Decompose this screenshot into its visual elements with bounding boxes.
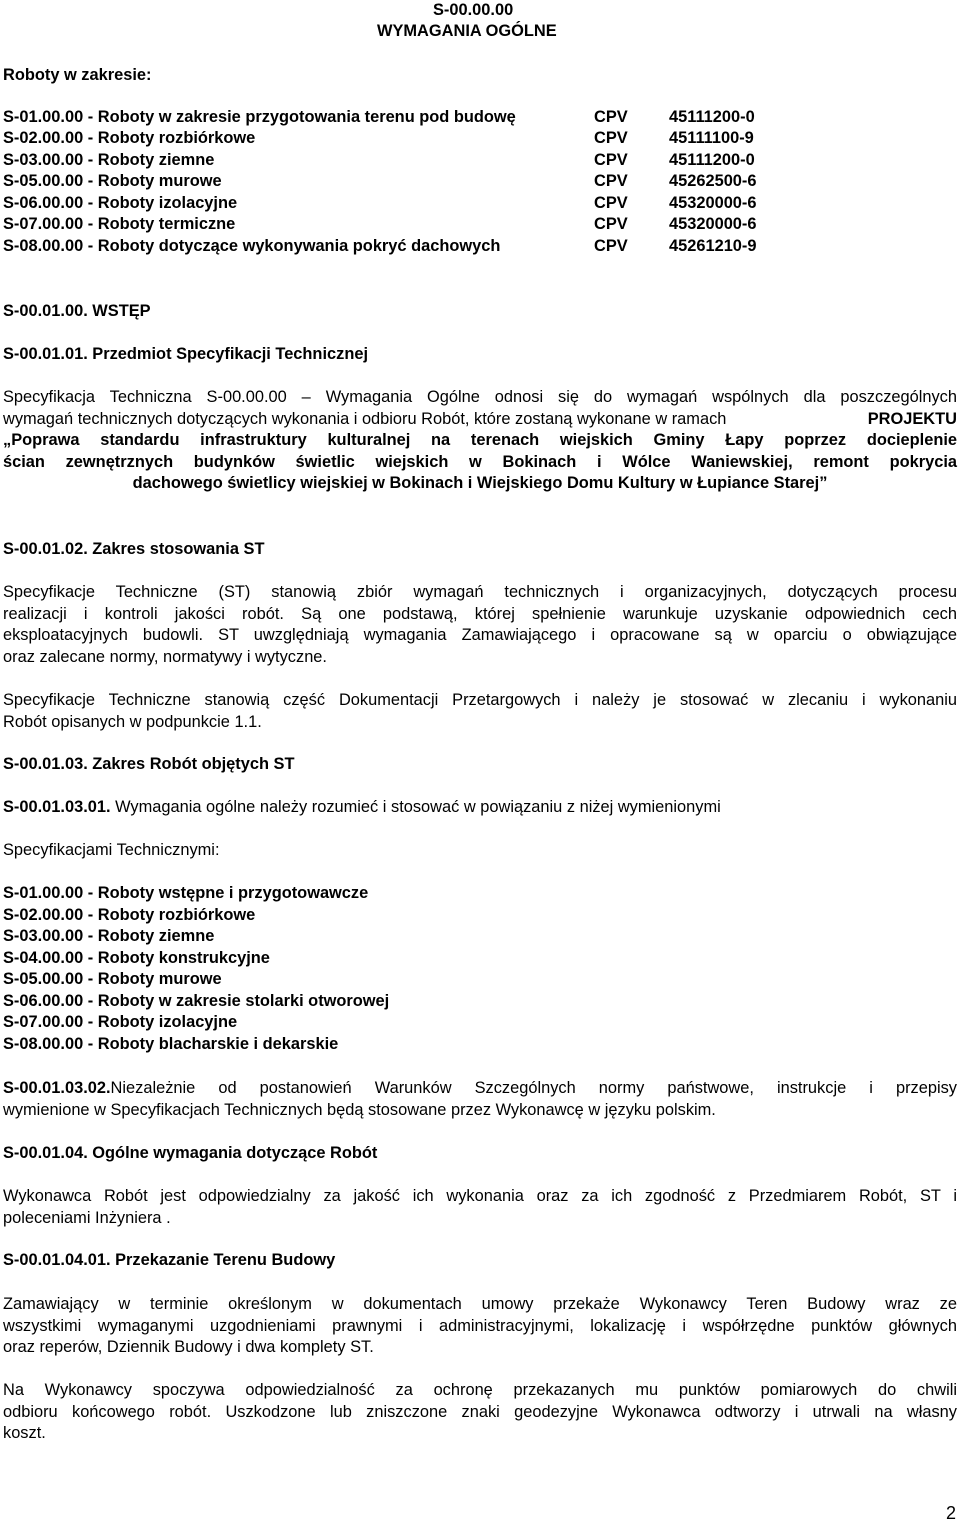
list-item: S-01.00.00 - Roboty wstępne i przygotowawcze	[3, 884, 369, 902]
cpv-item-code: S-03.00.00 - Roboty ziemne	[3, 151, 215, 169]
cpv-item	[3, 150, 823, 172]
paragraph-line: Specyfikacje Techniczne stanowią część Dokumentacji Przetargowych i należy je stosować w zlecaniu i wykonaniu	[3, 691, 957, 709]
cpv-label: CPV	[594, 194, 628, 212]
paragraph-030301	[3, 797, 721, 819]
section-heading-przekazanie: S-00.01.04.01. Przekazanie Terenu Budowy	[3, 1251, 336, 1269]
cpv-number: 45320000-6	[669, 215, 757, 233]
cpv-item	[3, 128, 823, 150]
paragraph-line: Specyfikacja Techniczna S-00.00.00 – Wymagania Ogólne odnosi się do wymagań wspólnych dla poszczególnych	[3, 388, 957, 406]
cpv-number: 45320000-6	[669, 194, 757, 212]
spec-title-heading: WYMAGANIA OGÓLNE	[377, 22, 557, 40]
paragraph-line	[3, 409, 957, 431]
cpv-number: 45262500-6	[669, 172, 757, 190]
zakres-stosowania-paragraph-1	[3, 582, 957, 668]
cpv-number: 45111200-0	[669, 151, 755, 169]
zakres-stosowania-paragraph-2	[3, 690, 957, 733]
section-heading-przedmiot: S-00.01.01. Przedmiot Specyfikacji Technicznej	[3, 345, 368, 363]
paragraph-line: Robót opisanych w podpunkcie 1.1.	[3, 712, 262, 731]
przekazanie-paragraph-2	[3, 1380, 957, 1445]
page-number: 2	[945, 1503, 956, 1523]
przedmiot-paragraph	[3, 387, 957, 495]
ogolne-paragraph	[3, 1186, 957, 1229]
list-item: S-07.00.00 - Roboty izolacyjne	[3, 1013, 238, 1031]
cpv-label: CPV	[594, 215, 628, 233]
list-item: S-03.00.00 - Roboty ziemne	[3, 927, 215, 945]
paragraph-line: realizacji i kontroli jakości robót. Są one podstawą, której spełnienie warunkuje uzyskanie odpowiednich cech	[3, 604, 957, 623]
paragraph-code: S-00.01.03.02.	[3, 1079, 111, 1097]
paragraph-text: wymagań technicznych dotyczących wykonania i odbioru Robót, które zostaną wykonane w ramach	[3, 409, 727, 428]
list-item: S-05.00.00 - Roboty murowe	[3, 970, 222, 988]
cpv-label: CPV	[594, 172, 628, 190]
cpv-item-code: S-06.00.00 - Roboty izolacyjne	[3, 194, 238, 212]
project-title-line: „Poprawa standardu infrastruktury kulturalnej na terenach wiejskich Gminy Łapy poprzez docieplenie	[3, 431, 957, 449]
section-heading-wstep: S-00.01.00. WSTĘP	[3, 302, 151, 320]
cpv-item-code: S-05.00.00 - Roboty murowe	[3, 172, 222, 190]
cpv-item-code: S-02.00.00 - Roboty rozbiórkowe	[3, 129, 256, 147]
paragraph-line: oraz reperów, Dziennik Budowy i dwa komplety ST.	[3, 1338, 374, 1356]
paragraph-line: koszt.	[3, 1424, 46, 1442]
project-title-line: ścian zewnętrznych budynków świetlic wiejskich w Bokinach i Wólce Waniewskiej, remont pokrycia	[3, 452, 957, 471]
cpv-item-code: S-01.00.00 - Roboty w zakresie przygotowania terenu pod budowę	[3, 108, 516, 126]
section-heading-zakres-robot: S-00.01.03. Zakres Robót objętych ST	[3, 755, 295, 773]
paragraph-line: eksploatacyjnych budowli. ST uwzględniają wymagania Zamawiającego i opracowane są w oparciu o obwiązujące	[3, 626, 957, 644]
cpv-item	[3, 214, 823, 236]
cpv-label: CPV	[594, 151, 628, 169]
cpv-label: CPV	[594, 129, 628, 147]
spec-list	[3, 883, 389, 1055]
paragraph-line: wszystkimi wymaganymi uzgodnieniami prawnymi i administracyjnymi, lokalizację i współrzędne punktów głównych	[3, 1316, 957, 1335]
cpv-label: CPV	[594, 237, 628, 255]
cpv-item-code: S-08.00.00 - Roboty dotyczące wykonywania pokryć dachowych	[3, 237, 501, 255]
przekazanie-paragraph-1	[3, 1294, 957, 1359]
paragraph-line	[3, 1078, 957, 1100]
list-item: S-06.00.00 - Roboty w zakresie stolarki otworowej	[3, 991, 390, 1010]
paragraph-line: wymienione w Specyfikacjach Technicznych będą stosowane przez Wykonawcę w języku polskim.	[3, 1100, 716, 1119]
paragraph-line: Wykonawca Robót jest odpowiedzialny za jakość ich wykonania oraz za ich zgodność z Przedmiarem Robót, ST i	[3, 1187, 957, 1205]
paragraph-text: Niezależnie od postanowień Warunków Szczególnych normy państwowe, instrukcje i przepisy	[110, 1079, 957, 1097]
cpv-number: 45111200-0	[669, 108, 755, 126]
section-heading-zakres-stosowania: S-00.01.02. Zakres stosowania ST	[3, 540, 265, 558]
paragraph-030302	[3, 1078, 957, 1121]
paragraph-line: Na Wykonawcy spoczywa odpowiedzialność za ochronę przekazanych mu punktów pomiarowych do chwili	[3, 1381, 957, 1399]
paragraph-line: oraz zalecane normy, normatywy i wytyczne.	[3, 647, 327, 666]
section-heading-ogolne-wymagania: S-00.01.04. Ogólne wymagania dotyczące Robót	[3, 1144, 378, 1162]
cpv-item	[3, 107, 823, 129]
paragraph-line: Specyfikacje Techniczne (ST) stanowią zbiór wymagań technicznych i organizacyjnych, dotyczących procesu	[3, 583, 957, 601]
cpv-item-code: S-07.00.00 - Roboty termiczne	[3, 215, 236, 233]
cpv-number: 45111100-9	[669, 129, 754, 147]
cpv-label: CPV	[594, 108, 628, 126]
paragraph-line: odbioru końcowego robót. Uszkodzone lub zniszczone znaki geodezyjne Wykonawca odtworzy i utrwali na własny	[3, 1402, 957, 1421]
cpv-number: 45261210-9	[669, 237, 757, 255]
spec-code-heading: S-00.00.00	[433, 1, 514, 19]
cpv-item	[3, 236, 823, 258]
paragraph-line: poleceniami Inżyniera .	[3, 1208, 171, 1227]
cpv-item	[3, 193, 823, 215]
paragraph-text: Wymagania ogólne należy rozumieć i stosować w powiązaniu z niżej wymienionymi	[110, 798, 721, 816]
project-label: PROJEKTU	[867, 409, 957, 428]
paragraph-code: S-00.01.03.01.	[3, 798, 111, 816]
list-item: S-04.00.00 - Roboty konstrukcyjne	[3, 948, 270, 967]
list-item: S-02.00.00 - Roboty rozbiórkowe	[3, 905, 256, 924]
project-title-line: dachowego świetlicy wiejskiej w Bokinach i Wiejskiego Domu Kultury w Łupiance Starej”	[132, 474, 828, 492]
cpv-item	[3, 171, 823, 193]
paragraph-030301-continued: Specyfikacjami Technicznymi:	[3, 841, 220, 859]
scope-label: Roboty w zakresie:	[3, 66, 152, 84]
list-item: S-08.00.00 - Roboty blacharskie i dekarskie	[3, 1034, 339, 1053]
paragraph-line: Zamawiający w terminie określonym w dokumentach umowy przekaże Wykonawcy Teren Budowy wraz ze	[3, 1295, 957, 1313]
